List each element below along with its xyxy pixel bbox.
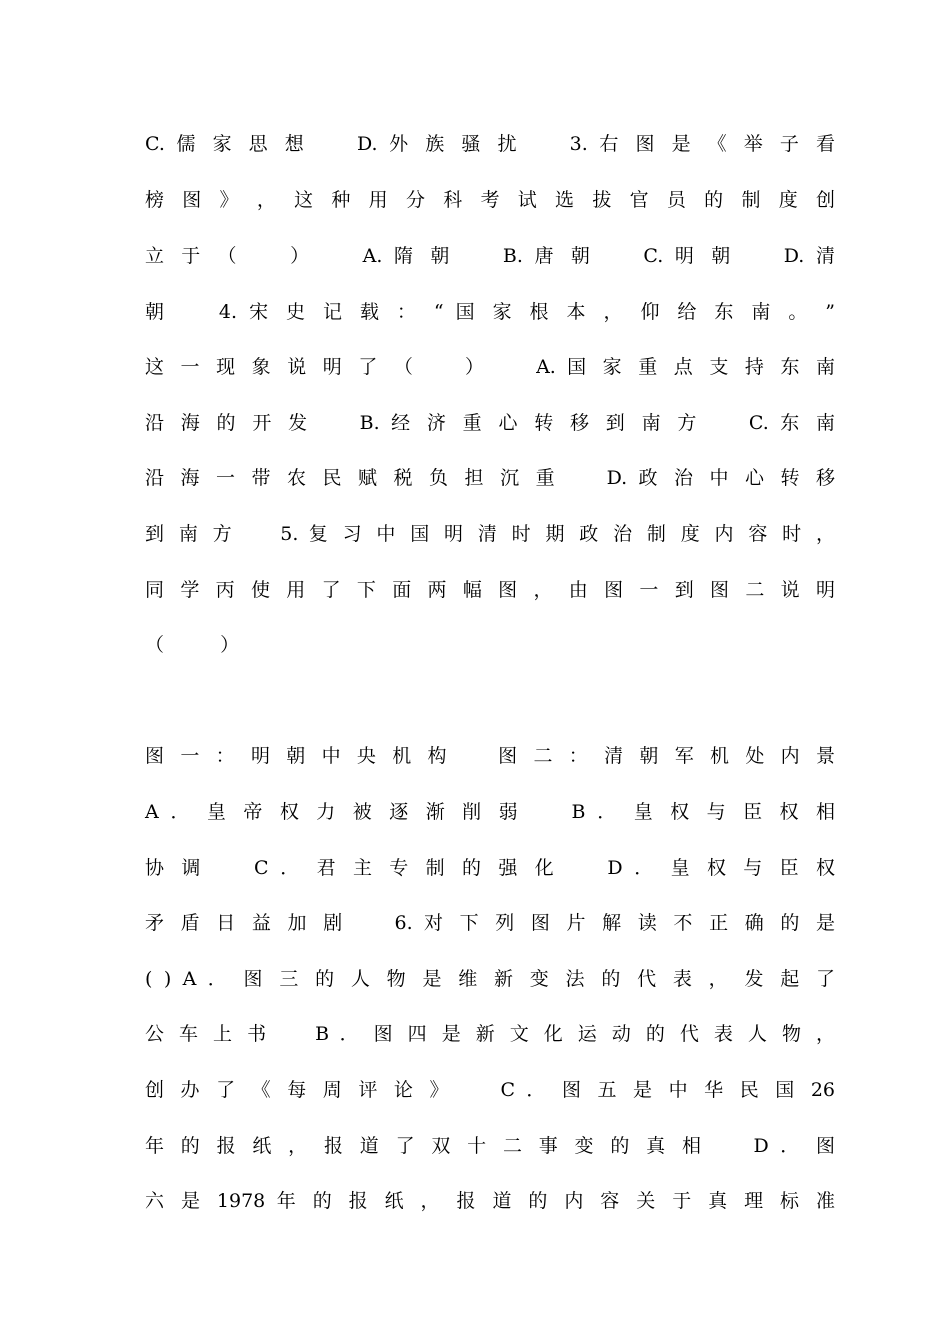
text-line: 协 调 C ． 君 主 专 制 的 强 化 D ． 皇 权 与 臣 权 xyxy=(145,857,835,879)
text-line: 朝 4. 宋 史 记 载 ： “ 国 家 根 本 ， 仰 给 东 南 。 ” xyxy=(145,301,835,323)
text-line: 这 一 现 象 说 明 了 （ ） A. 国 家 重 点 支 持 东 南 xyxy=(145,356,835,378)
text-line: 同 学 丙 使 用 了 下 面 两 幅 图 ， 由 图 一 到 图 二 说 明 xyxy=(145,579,835,601)
text-line: 榜 图 》 ， 这 种 用 分 科 考 试 选 拔 官 员 的 制 度 创 xyxy=(145,189,835,211)
text-line: A ． 皇 帝 权 力 被 逐 渐 削 弱 B ． 皇 权 与 臣 权 相 xyxy=(145,801,835,823)
text-line: ( ) A ． 图 三 的 人 物 是 维 新 变 法 的 代 表 ， 发 起 了 xyxy=(145,968,835,990)
text-line: C. 儒 家 思 想 D. 外 族 骚 扰 3. 右 图 是 《 举 子 看 xyxy=(145,133,835,155)
text-line: 六 是 1978 年 的 报 纸 ， 报 道 的 内 容 关 于 真 理 标 准 xyxy=(145,1190,835,1212)
text-line: 立 于 （ ） A. 隋 朝 B. 唐 朝 C. 明 朝 D. 清 xyxy=(145,245,835,267)
text-line: 沿 海 的 开 发 B. 经 济 重 心 转 移 到 南 方 C. 东 南 xyxy=(145,412,835,434)
text-line: 沿 海 一 带 农 民 赋 税 负 担 沉 重 D. 政 治 中 心 转 移 xyxy=(145,467,835,489)
text-line: 矛 盾 日 益 加 剧 6. 对 下 列 图 片 解 读 不 正 确 的 是 xyxy=(145,912,835,934)
text-line: 创 办 了 《 每 周 评 论 》 C ． 图 五 是 中 华 民 国 26 xyxy=(145,1079,835,1101)
text-line: 公 车 上 书 B ． 图 四 是 新 文 化 运 动 的 代 表 人 物 ， xyxy=(145,1023,835,1045)
text-line: 到 南 方 5. 复 习 中 国 明 清 时 期 政 治 制 度 内 容 时 ， xyxy=(145,523,835,545)
figure-caption: 图 一 ： 明 朝 中 央 机 构 图 二 ： 清 朝 军 机 处 内 景 xyxy=(145,745,835,767)
text-line: 年 的 报 纸 ， 报 道 了 双 十 二 事 变 的 真 相 D ． 图 xyxy=(145,1135,835,1157)
answer-blank: （ ） xyxy=(145,634,240,656)
